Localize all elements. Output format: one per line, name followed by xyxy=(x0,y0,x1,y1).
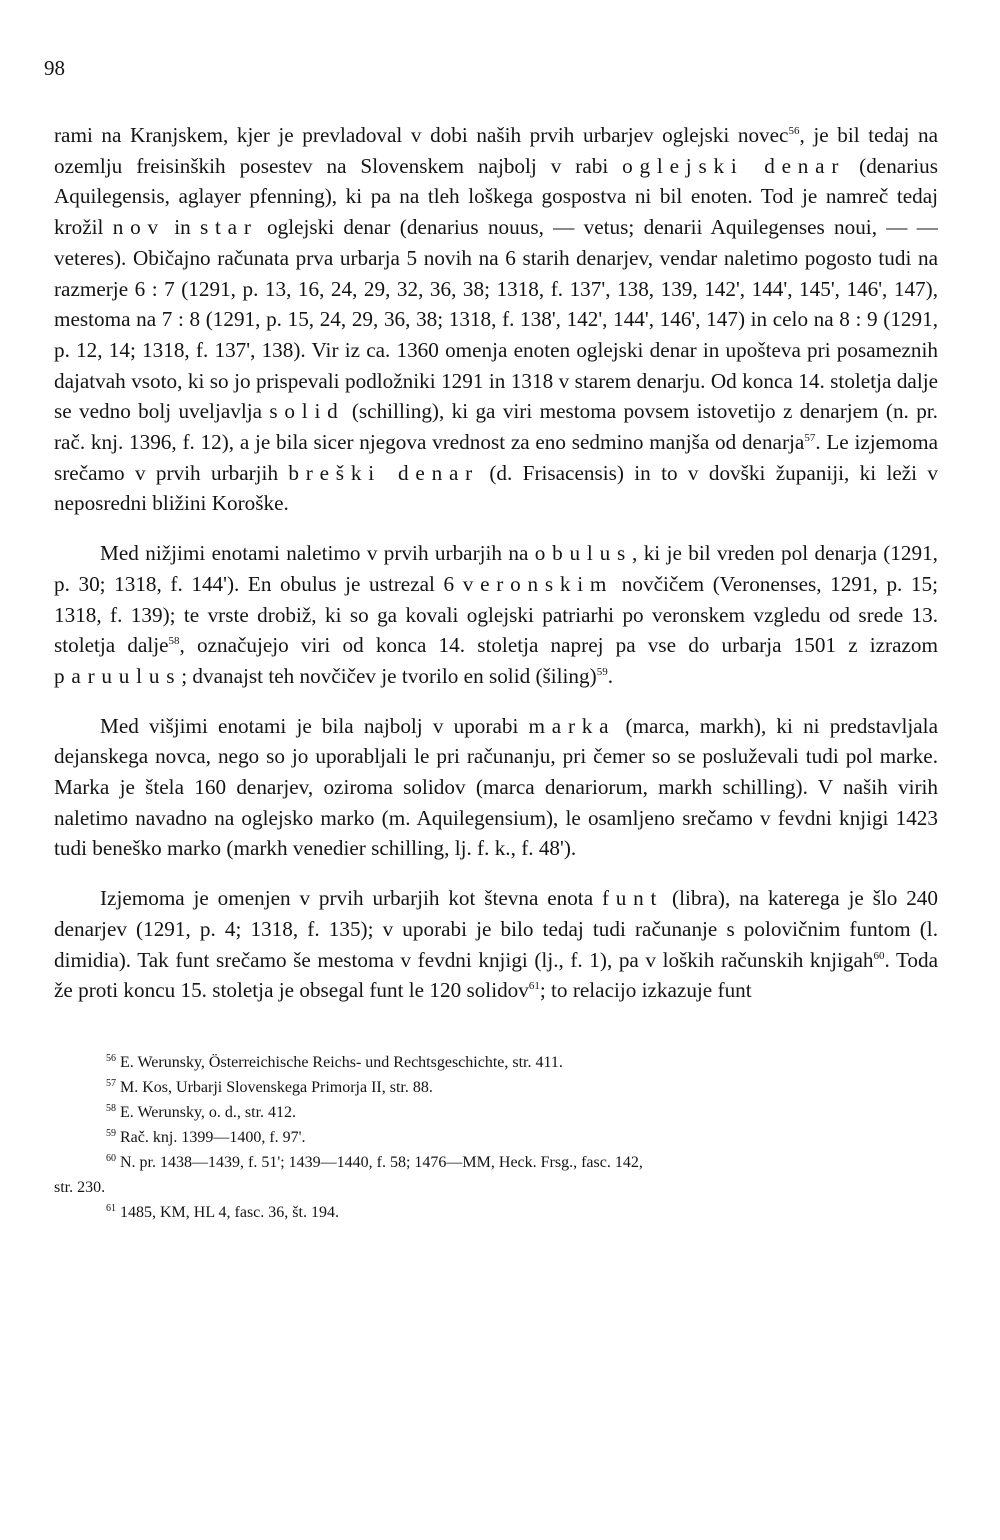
text-run: . Le izjemoma srečamo v prvih urbarjih xyxy=(54,430,938,485)
spaced-term: paruulus xyxy=(54,663,182,688)
footnote-ref-61: 61 xyxy=(528,980,540,993)
paragraph-4 xyxy=(54,883,938,1006)
spaced-term: breški denar xyxy=(288,460,480,485)
footnote-text: Rač. knj. 1399—1400, f. 97'. xyxy=(120,1128,306,1146)
text-run: novčičem (Veronenses, 1291, p. 15; 1318, f. 139); te vrste drobiž, ki so ga kovali oglejski patriarhi po veronskem vzgledu od srede 13. stoletja dalje xyxy=(54,571,939,658)
spaced-term: veronskim xyxy=(462,571,614,596)
text-run: (marca, markh), ki ni predstavljala dejanskega novca, nego so jo uporabljali le pri računanju, pri čemer so se posluževali tudi pol marke. Marka je štela 160 denarjev, oziroma solidov (marca denariorum, markh schilling). V naših virih naletimo navadno na oglejsko marko (m. Aquilegensium), le osamljeno srečamo v fevdni knjigi 1423 tudi beneško marko (markh venedier schilling, lj. f. k., f. 48'). xyxy=(54,713,938,861)
text-run: (d. Frisacensis) in to v dovški županiji, ki leži v neposredni bližini Koroške. xyxy=(54,460,938,516)
spaced-term: marka xyxy=(528,713,616,738)
footnote-continuation: str. 230. xyxy=(54,1178,106,1196)
spaced-term: funt xyxy=(601,886,664,911)
paragraph-3 xyxy=(54,711,938,865)
body-text xyxy=(54,120,938,1006)
text-run: (schilling), ki ga viri mestoma povsem istovetijo z denarjem (n. pr. rač. knj. 1396, f. 12), a je bila sicer njegova vrednost za eno sedmino manjša od denarja xyxy=(54,399,938,455)
footnote xyxy=(54,1200,938,1225)
text-run: oglejski denar (denarius nouus, — vetus; denarii Aquilegenses noui, — — veteres). Običajno računata prva urbarja 5 novih na 6 starih denarjev, vendar naletimo pogosto tudi na razmerje 6 : 7 (1291, p. 13, 16, 24, 29, 32, 36, 38; 1318, f. 137', 138, 139, 142', 144', 145', 146', 147), mestoma na 7 : 8 (1291, p. 15, 24, 29, 36, 38; 1318, f. 138', 142', 144', 146', 147) in celo na 8 : 9 (1291, p. 12, 14; 1318, f. 137', 138). Vir iz ca. 1360 omenja enoten oglejski denar in upošteva pri posameznih dajatvah vsoto, ki so jo prispevali podložniki 1291 in 1318 v starem denarju. Od konca 14. stoletja dalje se vedno bolj uveljavlja xyxy=(54,215,938,424)
spaced-term: oglejski denar xyxy=(622,153,846,178)
text-run: ; to relacijo izkazuje funt xyxy=(539,978,752,1003)
text-run: , je bil tedaj na ozemlju freisinških posestev na Slovenskem najbolj v rabi xyxy=(54,123,938,178)
footnote-ref-59: 59 xyxy=(596,665,608,678)
spaced-term: star xyxy=(199,215,258,240)
footnote-text: E. Werunsky, o. d., str. 412. xyxy=(120,1103,297,1121)
footnote-number: 57 xyxy=(106,1077,116,1089)
spaced-term: nov xyxy=(112,215,165,240)
footnote-text: E. Werunsky, Österreichische Reichs- und Rechtsgeschichte, str. 411. xyxy=(120,1053,563,1071)
footnote xyxy=(54,1150,938,1175)
text-run: Med višjimi enotami je bila najbolj v uporabi xyxy=(100,713,529,738)
footnote xyxy=(54,1050,938,1075)
footnote-number: 60 xyxy=(106,1152,116,1164)
footnote-ref-60: 60 xyxy=(873,949,885,962)
footnote-number: 58 xyxy=(106,1102,116,1114)
text-run: , ki je bil vreden pol denarja (1291, p. 30; 1318, f. 144'). En obulus je ustrezal 6 xyxy=(54,541,938,596)
text-run: ; dvanajst teh novčičev je tvorilo en solid (šiling) xyxy=(181,663,597,688)
page-number: 98 xyxy=(44,56,65,80)
footnotes xyxy=(54,1050,938,1225)
footnote xyxy=(54,1075,938,1100)
footnote-number: 59 xyxy=(106,1127,116,1139)
spaced-term: obulus xyxy=(534,541,632,566)
text-run: (denarius Aquilegensis, aglayer pfenning), ki pa na tleh loškega gospostva ni bil enoten. Tod je namreč tedaj krožil xyxy=(54,153,938,240)
footnote-text: N. pr. 1438—1439, f. 51'; 1439—1440, f. 58; 1476—MM, Heck. Frsg., fasc. 142, xyxy=(120,1153,643,1171)
text-run: Izjemoma je omenjen v prvih urbarjih kot števna enota xyxy=(100,886,602,911)
footnote-ref-58: 58 xyxy=(168,635,180,648)
footnote-ref-56: 56 xyxy=(788,124,800,137)
footnote xyxy=(54,1100,938,1125)
footnote-number: 61 xyxy=(106,1202,116,1214)
text-run: rami na Kranjskem, kjer je prevladoval v dobi naših prvih urbarjev oglejski novec xyxy=(54,123,789,147)
footnote-text: M. Kos, Urbarji Slovenskega Primorja II, str. 88. xyxy=(120,1078,433,1096)
text-run: , označujejo viri od konca 14. stoletja naprej pa vse do urbarja 1501 z izrazom xyxy=(179,633,938,658)
footnote-text: 1485, KM, HL 4, fasc. 36, št. 194. xyxy=(120,1203,339,1221)
footnote xyxy=(54,1125,938,1150)
paragraph-1 xyxy=(54,120,938,519)
text-run: in xyxy=(164,215,200,240)
text-run: . Toda že proti koncu 15. stoletja je obsegal funt le 120 solidov xyxy=(54,947,939,1003)
text-run: Med nižjimi enotami naletimo v prvih urbarjih na xyxy=(100,541,535,566)
text-run: . xyxy=(607,663,613,688)
footnote-number: 56 xyxy=(106,1052,116,1064)
spaced-term: solid xyxy=(269,399,345,424)
paragraph-2 xyxy=(54,538,938,692)
footnote-ref-57: 57 xyxy=(804,431,816,444)
text-run: (libra), na katerega je šlo 240 denarjev (1291, p. 4; 1318, f. 135); v uporabi je bilo tedaj tudi računanje s polovičnim funtom (l. dimidia). Tak funt srečamo še mestoma v fevdni knjigi (lj., f. 1), pa v loških računskih knjigah xyxy=(54,886,938,972)
